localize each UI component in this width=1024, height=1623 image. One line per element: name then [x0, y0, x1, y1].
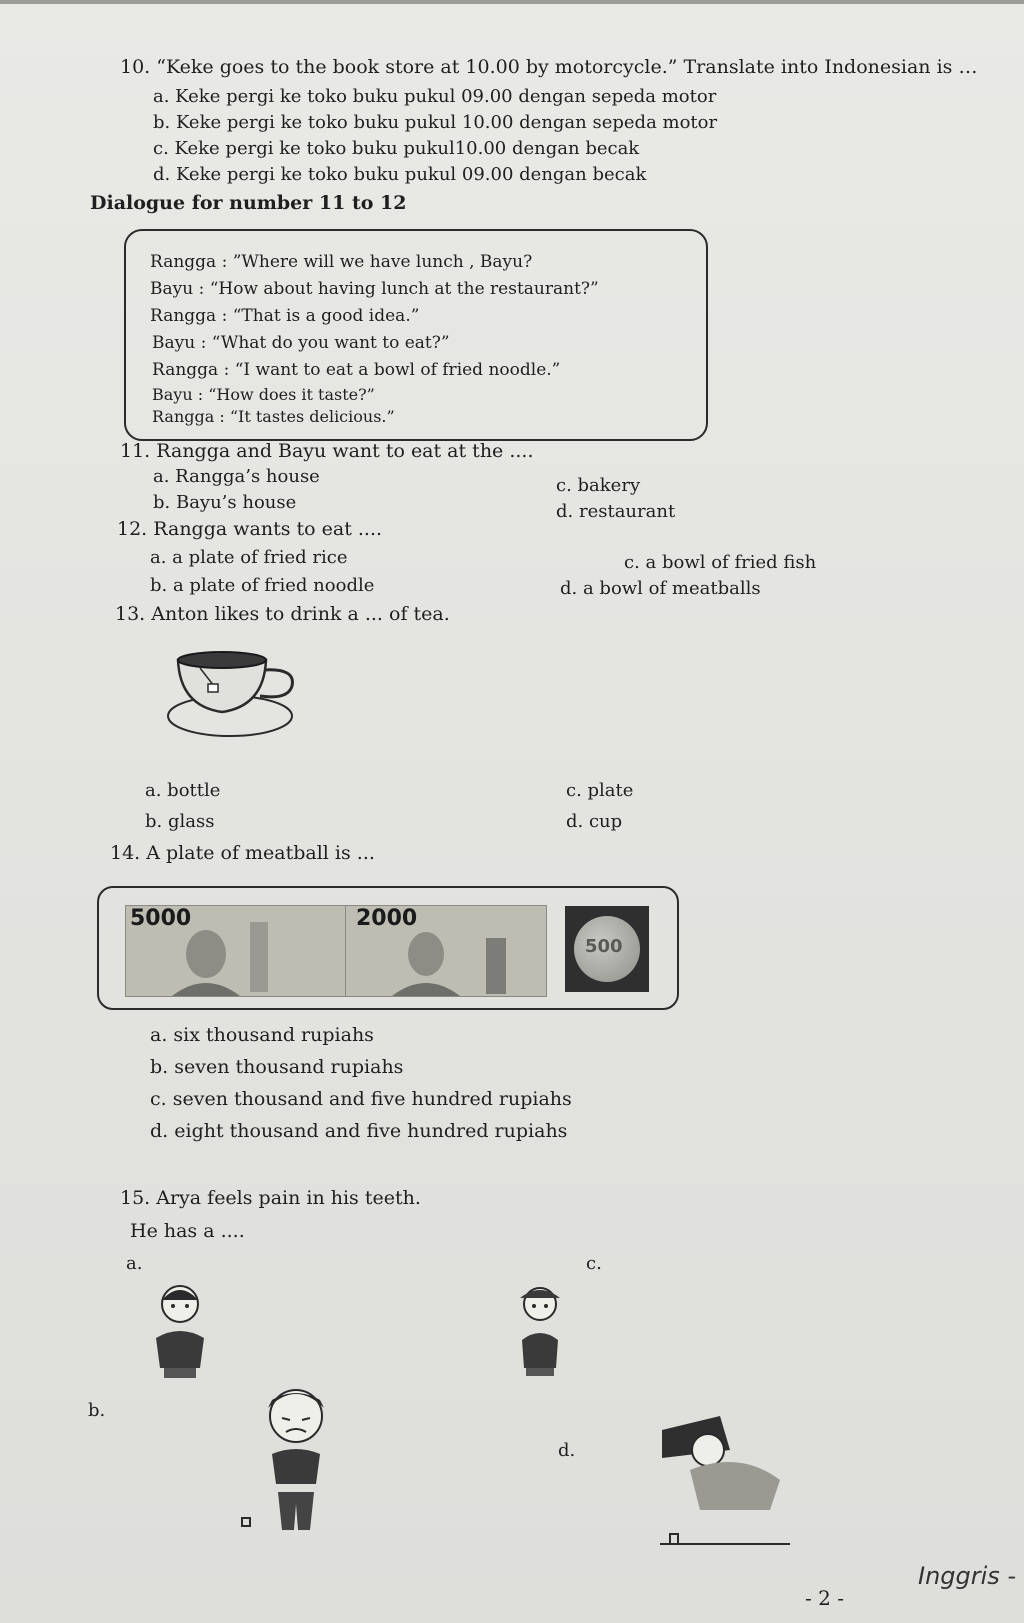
q12-option-c: c. a bowl of fried fish — [624, 552, 817, 573]
q10-option-a: a. Keke pergi ke toko buku pukul 09.00 dengan sepeda motor — [153, 86, 717, 107]
dialogue-heading: Dialogue for number 11 to 12 — [90, 192, 407, 214]
q13-option-b: b. glass — [145, 811, 215, 832]
q12-question: 12. Rangga wants to eat .... — [117, 518, 383, 540]
q14-question: 14. A plate of meatball is ... — [110, 842, 375, 864]
q12-option-b: b. a plate of fried noodle — [150, 575, 375, 596]
q13-option-d: d. cup — [566, 811, 623, 832]
q10-option-c: c. Keke pergi ke toko buku pukul10.00 dengan becak — [153, 138, 640, 159]
q14-option-d: d. eight thousand and five hundred rupiahs — [150, 1120, 568, 1142]
q11-option-c: c. bakery — [556, 475, 641, 496]
q15-option-c-label: c. — [586, 1253, 602, 1274]
q10-option-b: b. Keke pergi ke toko buku pukul 10.00 dengan sepeda motor — [153, 112, 718, 133]
banknote-5000 — [125, 905, 347, 997]
q14-option-b: b. seven thousand rupiahs — [150, 1056, 404, 1078]
q11-option-a: a. Rangga’s house — [153, 466, 320, 487]
stomachache-boy-figure — [236, 1380, 356, 1540]
q14-option-a: a. six thousand rupiahs — [150, 1024, 374, 1046]
dialogue-line-5: Rangga : “I want to eat a bowl of fried noodle.” — [152, 360, 561, 380]
handwritten-subject: Inggris - — [918, 1562, 1017, 1590]
q12-option-a: a. a plate of fried rice — [150, 547, 348, 568]
page-top-edge — [0, 0, 1024, 4]
q10-question: 10. “Keke goes to the book store at 10.00 by motorcycle.” Translate into Indonesian is … — [120, 56, 978, 78]
q13-question: 13. Anton likes to drink a ... of tea. — [115, 603, 450, 625]
toothache-boy-figure — [140, 1280, 220, 1380]
dialogue-line-7: Rangga : “It tastes delicious.” — [152, 407, 395, 426]
q10-option-d: d. Keke pergi ke toko buku pukul 09.00 dengan becak — [153, 164, 647, 185]
q11-option-d: d. restaurant — [556, 501, 676, 522]
happy-boy-figure — [500, 1280, 580, 1380]
portrait-icon — [386, 918, 536, 996]
q13-option-a: a. bottle — [145, 780, 221, 801]
dialogue-line-1: Rangga : ”Where will we have lunch , Bayu? — [150, 252, 533, 272]
coin-500-value: 500 — [585, 936, 623, 957]
dialogue-line-3: Rangga : “That is a good idea.” — [150, 306, 420, 326]
dialogue-line-2: Bayu : “How about having lunch at the restaurant?” — [150, 279, 599, 299]
q15-question-line1: 15. Arya feels pain in his teeth. — [120, 1187, 421, 1209]
q11-question: 11. Rangga and Bayu want to eat at the .... — [120, 440, 534, 462]
banknote-5000-value: 5000 — [130, 906, 192, 931]
q15-question-line2: He has a .... — [130, 1220, 245, 1242]
banknote-2000-value: 2000 — [356, 906, 418, 931]
q15-option-a-label: a. — [126, 1253, 143, 1274]
page-number: - 2 - — [805, 1586, 844, 1610]
dialogue-line-4: Bayu : “What do you want to eat?” — [152, 333, 450, 353]
banknote-2000 — [345, 905, 547, 997]
q15-option-d-label: d. — [558, 1440, 576, 1461]
portrait-icon — [166, 916, 276, 996]
q11-option-b: b. Bayu’s house — [153, 492, 297, 513]
q15-option-b-label: b. — [88, 1400, 106, 1421]
q13-option-c: c. plate — [566, 780, 634, 801]
coin-500 — [565, 906, 649, 992]
dialogue-line-6: Bayu : “How does it taste?” — [152, 385, 375, 404]
teacup-illustration — [160, 646, 310, 742]
q14-option-c: c. seven thousand and five hundred rupiahs — [150, 1088, 572, 1110]
q12-option-d: d. a bowl of meatballs — [560, 578, 761, 599]
sick-in-bed-figure — [660, 1410, 800, 1550]
